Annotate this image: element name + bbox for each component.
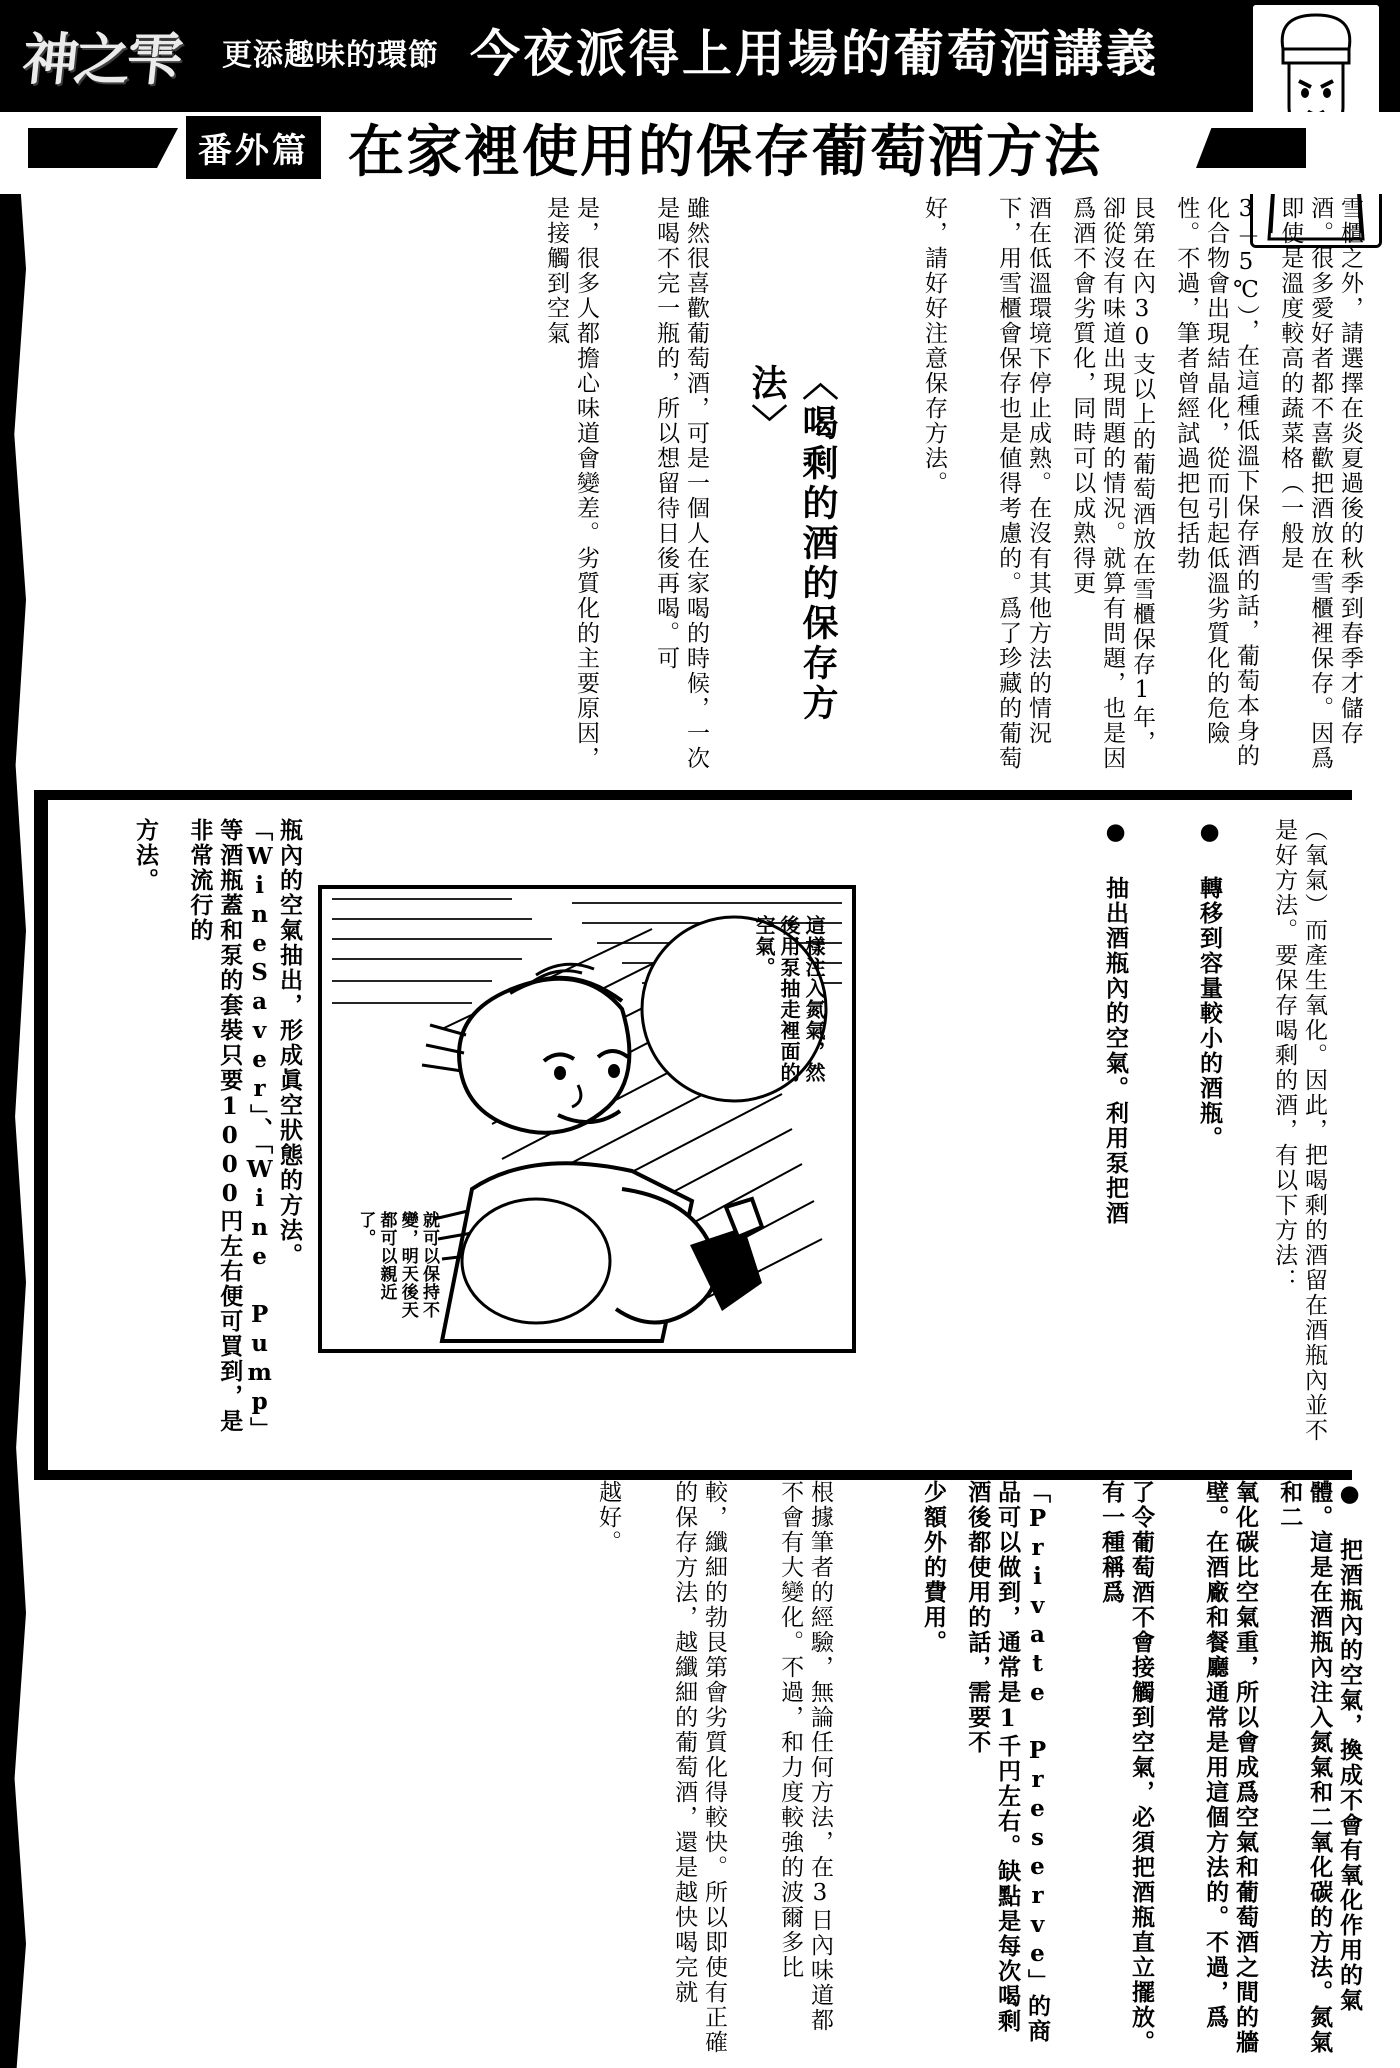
title-right-block-decoration — [1196, 128, 1306, 168]
article-title-row — [0, 112, 1400, 194]
title-badge: 番外篇 — [186, 116, 321, 179]
bot-col-2: 氧化碳比空氣重，所以會成爲空氣和葡萄酒之間的牆壁。在酒廠和餐廳通常是用這個方法的。不過，爲 — [1202, 1480, 1259, 2055]
bot-col-7: 較，纖細的勃艮第會劣質化得較快。所以即使有正確的保存方法，越纖細的葡萄酒，還是越快喝完就 — [671, 1480, 727, 2055]
header-title: 今夜派得上用場的葡萄酒講義 — [470, 24, 1159, 83]
page-header — [0, 0, 1400, 112]
bot-col-5: 少額外的費用。 — [920, 1480, 947, 1655]
speech-bubble-2: 就可以保持不變，明天後天都可以親近了。 — [355, 1211, 439, 1319]
mid-col-4: 瓶內的空氣抽出，形成眞空狀態的方法。「WineSaver」、「Wine Pump」等酒瓶蓋和泵的套裝只要1000円左右便可買到，是非常流行的 — [186, 818, 303, 1442]
mid-col-2: ● 轉移到容量較小的酒瓶。 — [1196, 818, 1223, 1151]
bot-col-1: ● 把酒瓶內的空氣，換成不會有氧化作用的氣體。這是在酒瓶內注入氮氣和二氧化碳的方法。氮氣和二 — [1276, 1480, 1363, 2055]
top-article — [0, 188, 1400, 788]
title-left-block-decoration — [28, 128, 178, 168]
header-subtitle: 更添趣味的環節 — [222, 38, 439, 73]
top-section-heading: 〈喝剩的酒的保存方法〉 — [746, 364, 839, 724]
top-col-3: 艮第在內30支以上的葡萄酒放在雪櫃保存1年，卻從沒有味道出現問題的情況。就算有問題，也是因爲酒不會劣質化，同時可以成熟得更 — [1069, 196, 1155, 771]
bot-col-8: 越好。 — [595, 1480, 621, 1555]
top-col-4: 酒在低溫環境下停止成熟。在沒有其他方法的情況下，用雪櫃會保存也是値得考慮的。爲了珍藏的葡萄 — [995, 196, 1051, 771]
article-title: 在家裡使用的保存葡萄酒方法 — [348, 119, 1102, 185]
speech-bubble-1: 這樣注入氮氣，然後用泵抽走裡面的空氣。 — [752, 915, 826, 1083]
series-logo-text: 神之雫 — [19, 27, 183, 93]
bot-col-3: 了令葡萄酒不會接觸到空氣，必須把酒瓶直立擺放。有一種稱爲 — [1098, 1480, 1155, 2055]
manga-panel — [318, 885, 856, 1353]
bot-col-6: 根據筆者的經驗，無論任何方法，在3日內味道都不會有大變化。不過，和力度較強的波爾多比 — [777, 1480, 833, 2033]
series-logo — [6, 0, 196, 112]
top-col-1: 雪櫃之外，請選擇在炎夏過後的秋季到春季才儲存酒。很多愛好者都不喜歡把酒放在雪櫃裡保存。因爲即使是溫度較高的蔬菜格（一般是 — [1277, 196, 1363, 771]
mid-col-1: （氧氣）而產生氧化。因此，把喝剩的酒留在酒瓶內並不是好方法。要保存喝剩的酒，有以下方法： — [1271, 818, 1327, 1443]
bot-col-4: 「Private Preserve」的商品可以做到，通常是1千円左右。缺點是每次喝剩酒後都使用的話，需要不 — [964, 1480, 1051, 2044]
top-col-2: 3－5℃），在這種低溫下保存酒的話，葡萄本身的化合物會出現結晶化，從而引起低溫劣質化的危險性。不過，筆者曾經試過把包括勃 — [1173, 196, 1259, 769]
top-col-5: 好，請好好注意保存方法。 — [921, 196, 947, 496]
bottom-article — [0, 1470, 1400, 2068]
top-col-7: 是，很多人都擔心味道會變差。劣質化的主要原因，是接觸到空氣 — [543, 196, 599, 771]
top-col-6: 雖然很喜歡葡萄酒，可是一個人在家喝的時候，一次是喝不完一瓶的，所以想留待日後再喝。可 — [653, 196, 709, 771]
mid-col-3: ● 抽出酒瓶內的空氣。利用泵把酒 — [1102, 818, 1129, 1226]
mid-col-5: 方法。 — [132, 818, 159, 893]
